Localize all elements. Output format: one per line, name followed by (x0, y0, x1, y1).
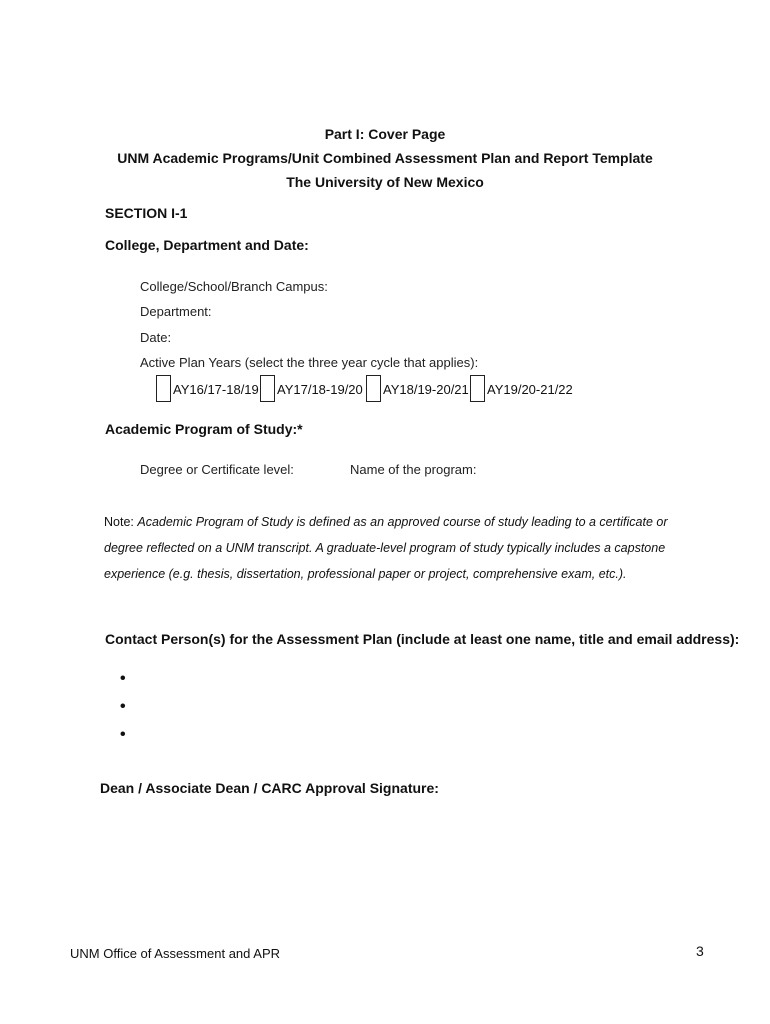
college-field-label: College/School/Branch Campus: (140, 279, 328, 294)
checkbox-label: AY16/17-18/19 (173, 382, 259, 397)
checkbox-box[interactable] (156, 375, 171, 402)
footer-office: UNM Office of Assessment and APR (70, 946, 281, 961)
plan-years-label: Active Plan Years (select the three year cycle that applies): (140, 355, 479, 370)
university-name: The University of New Mexico (286, 174, 484, 190)
checkbox-box[interactable] (470, 375, 485, 402)
date-field-label: Date: (140, 330, 172, 345)
note-prefix: Note: (104, 515, 138, 529)
section-label: SECTION I-1 (105, 205, 188, 221)
checkbox-box[interactable] (366, 375, 381, 402)
approval-signature-heading: Dean / Associate Dean / CARC Approval Signature: (100, 780, 439, 796)
contact-bullet: • (120, 698, 126, 715)
cover-page-title: Part I: Cover Page (324, 126, 446, 142)
department-field-label: Department: (140, 304, 212, 319)
template-title: UNM Academic Programs/Unit Combined Assessment Plan and Report Template (117, 150, 653, 166)
contact-bullet: • (120, 726, 126, 743)
contact-bullet: • (120, 670, 126, 687)
degree-level-label: Degree or Certificate level: (140, 462, 294, 477)
program-note (104, 509, 704, 587)
checkbox-label: AY18/19-20/21 (383, 382, 469, 397)
checkbox-label: AY17/18-19/20 (277, 382, 363, 397)
program-heading: Academic Program of Study:* (105, 421, 303, 437)
checkbox-ay19[interactable] (470, 375, 573, 402)
checkbox-ay17[interactable] (260, 375, 363, 402)
checkbox-ay16[interactable] (156, 375, 259, 402)
checkbox-ay18[interactable] (366, 375, 469, 402)
contact-heading: Contact Person(s) for the Assessment Plan (include at least one name, title and email address): (105, 631, 740, 647)
checkbox-label: AY19/20-21/22 (487, 382, 573, 397)
page-number: 3 (696, 943, 704, 959)
note-text: Academic Program of Study is defined as an approved course of study leading to a certificate or degree reflected on a UNM transcript. A graduate-level program of study typically includes a capstone experience (e.g. thesis, dissertation, professional paper or project, comprehensive exam, etc.). (104, 515, 668, 581)
checkbox-box[interactable] (260, 375, 275, 402)
college-department-heading: College, Department and Date: (105, 237, 309, 253)
program-name-label: Name of the program: (350, 462, 477, 477)
